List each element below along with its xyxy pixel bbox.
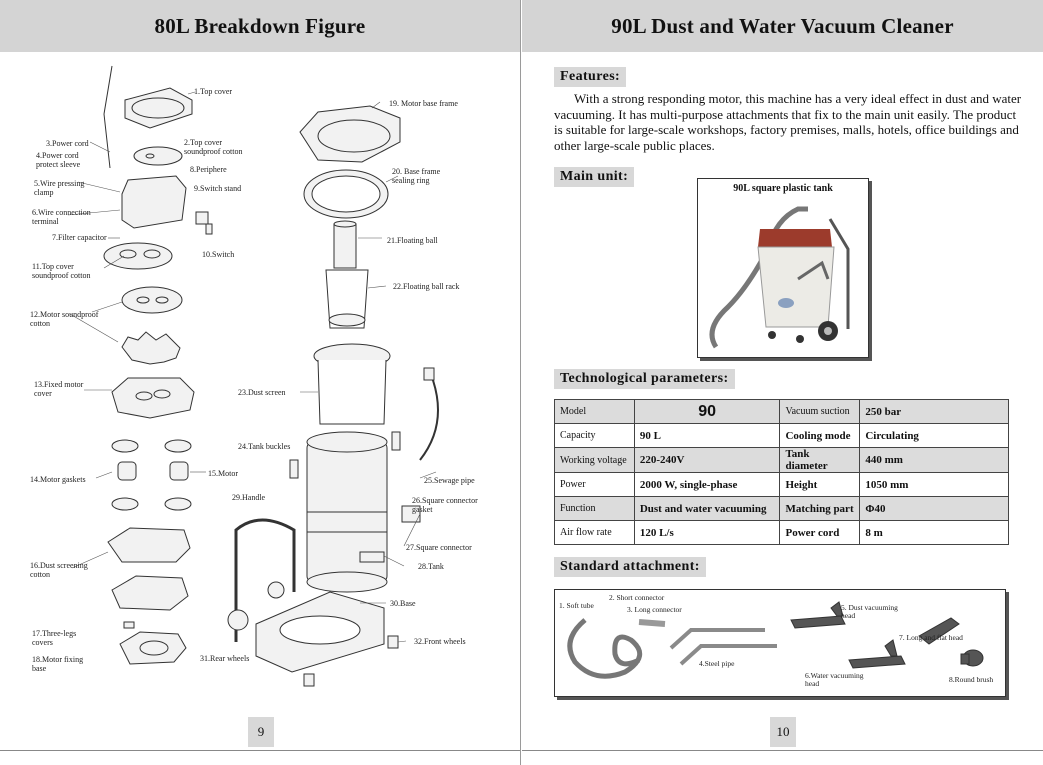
label-fixed-motor-cover: 13.Fixed motor cover [34, 380, 84, 398]
label-square-connector-gasket: 26.Square connector gasket [412, 496, 478, 514]
label-dust-screening-cotton: 16.Dust screening cotton [30, 561, 88, 579]
label-short-connector: 2. Short connector [609, 593, 665, 602]
label-front-wheels: 32.Front wheels [414, 637, 466, 646]
label-three-legs-covers: 17.Three-legs covers [32, 629, 77, 647]
label-dust-screen: 23.Dust screen [238, 388, 286, 397]
param-value: 2000 W, single-phase [634, 473, 780, 497]
label-top-cover: 1.Top cover [194, 87, 233, 96]
param-value: 1050 mm [860, 473, 1009, 497]
param-key: Matching part [780, 497, 860, 521]
param-key: Cooling mode [780, 424, 860, 448]
label-round-brush: 8.Round brush [949, 675, 994, 684]
tech-heading: Technological parameters: [554, 369, 735, 389]
features-text: With a strong responding motor, this machine has a very ideal effect in dust and water vacuuming. It has multi-purpose attachments that fix to the main unit easily. The product is suitable for large-scale workshops, factory premises, malls, hotels, office buildings and other large-scale public places. [554, 91, 1022, 153]
main-unit-image [697, 178, 869, 358]
table-row [555, 400, 1009, 424]
label-top-cover-cotton-11: 11.Top cover soundproof cotton [32, 262, 91, 280]
param-value: 90 L [634, 424, 780, 448]
main-unit-caption: 90L square plastic tank [733, 183, 833, 194]
label-motor-cotton: 12.Motor soundproof cotton [30, 310, 99, 328]
table-row [555, 521, 1009, 545]
attachment-heading: Standard attachment: [554, 557, 706, 577]
label-wire-clamp: 5.Wire pressing clamp [34, 179, 85, 197]
page-number: 9 [248, 717, 274, 747]
param-value: 120 L/s [634, 521, 780, 545]
label-switch: 10.Switch [202, 250, 235, 259]
param-key: Function [555, 497, 635, 521]
label-sealing-ring: 20. Base frame sealing ring [392, 167, 441, 185]
bottom-rule [522, 750, 1043, 751]
label-floating-ball-rack: 22.Floating ball rack [393, 282, 460, 291]
label-motor-fixing-base: 18.Motor fixing base [32, 655, 84, 673]
label-filter-capacitor: 7.Filter capacitor [52, 233, 107, 242]
label-long-connector: 3. Long connector [627, 605, 682, 614]
label-water-head: 6.Water vacuuming head [805, 671, 864, 688]
label-handle: 29.Handle [232, 493, 266, 502]
table-row [555, 473, 1009, 497]
param-key: Air flow rate [555, 521, 635, 545]
left-page [0, 0, 521, 765]
label-power-cord: 3.Power cord [46, 139, 89, 148]
table-row [555, 448, 1009, 473]
param-value: Φ40 [860, 497, 1009, 521]
param-value: Dust and water vacuuming [634, 497, 780, 521]
param-key: Vacuum suction [780, 400, 860, 424]
label-base: 30.Base [390, 599, 416, 608]
attachments-illustration [555, 590, 1007, 698]
param-value: Circulating [860, 424, 1009, 448]
right-page [522, 0, 1043, 765]
label-rear-wheels: 31.Rear wheels [200, 654, 250, 663]
param-value: 8 m [860, 521, 1009, 545]
label-steel-pipe: 4.Steel pipe [699, 659, 735, 668]
param-value: 90 [634, 400, 780, 424]
label-power-cord-sleeve: 4.Power cord protect sleeve [36, 151, 81, 169]
table-row [555, 424, 1009, 448]
vacuum-cleaner-illustration [698, 179, 870, 359]
param-key: Power cord [780, 521, 860, 545]
label-floating-ball: 21.Floating ball [387, 236, 438, 245]
param-key: Working voltage [555, 448, 635, 473]
param-value: 440 mm [860, 448, 1009, 473]
left-header [0, 0, 520, 52]
param-key: Power [555, 473, 635, 497]
param-key: Model [555, 400, 635, 424]
tech-params-table [554, 399, 1009, 545]
label-tank: 28.Tank [418, 562, 444, 571]
label-top-cover-cotton: 2.Top cover soundproof cotton [184, 138, 243, 156]
label-periphere: 8.Periphere [190, 165, 227, 174]
label-tank-buckles: 24.Tank buckles [238, 442, 291, 451]
label-flat-head: 7. Long and flat head [899, 633, 963, 642]
label-soft-tube: 1. Soft tube [559, 601, 594, 610]
label-wire-terminal: 6.Wire connection terminal [32, 208, 91, 226]
label-sewage-pipe: 25.Sewage pipe [424, 476, 475, 485]
label-motor-base-frame: 19. Motor base frame [389, 99, 458, 108]
param-key: Height [780, 473, 860, 497]
bottom-rule [0, 750, 520, 751]
label-motor-gaskets: 14.Motor gaskets [30, 475, 86, 484]
attachment-figure [554, 589, 1006, 697]
param-value: 220-240V [634, 448, 780, 473]
param-value: 250 bar [860, 400, 1009, 424]
label-dust-head: 5. Dust vacuuming head [841, 603, 898, 620]
label-motor: 15.Motor [208, 469, 238, 478]
page-title: 90L Dust and Water Vacuum Cleaner [611, 13, 954, 38]
label-square-connector: 27.Square connector [406, 543, 472, 552]
label-switch-stand: 9.Switch stand [194, 184, 242, 193]
right-header [522, 0, 1043, 52]
main-unit-heading: Main unit: [554, 167, 634, 187]
features-heading: Features: [554, 67, 626, 87]
page-title: 80L Breakdown Figure [154, 13, 366, 38]
param-key: Tank diameter [780, 448, 860, 473]
param-key: Capacity [555, 424, 635, 448]
table-row [555, 497, 1009, 521]
page-number: 10 [770, 717, 796, 747]
